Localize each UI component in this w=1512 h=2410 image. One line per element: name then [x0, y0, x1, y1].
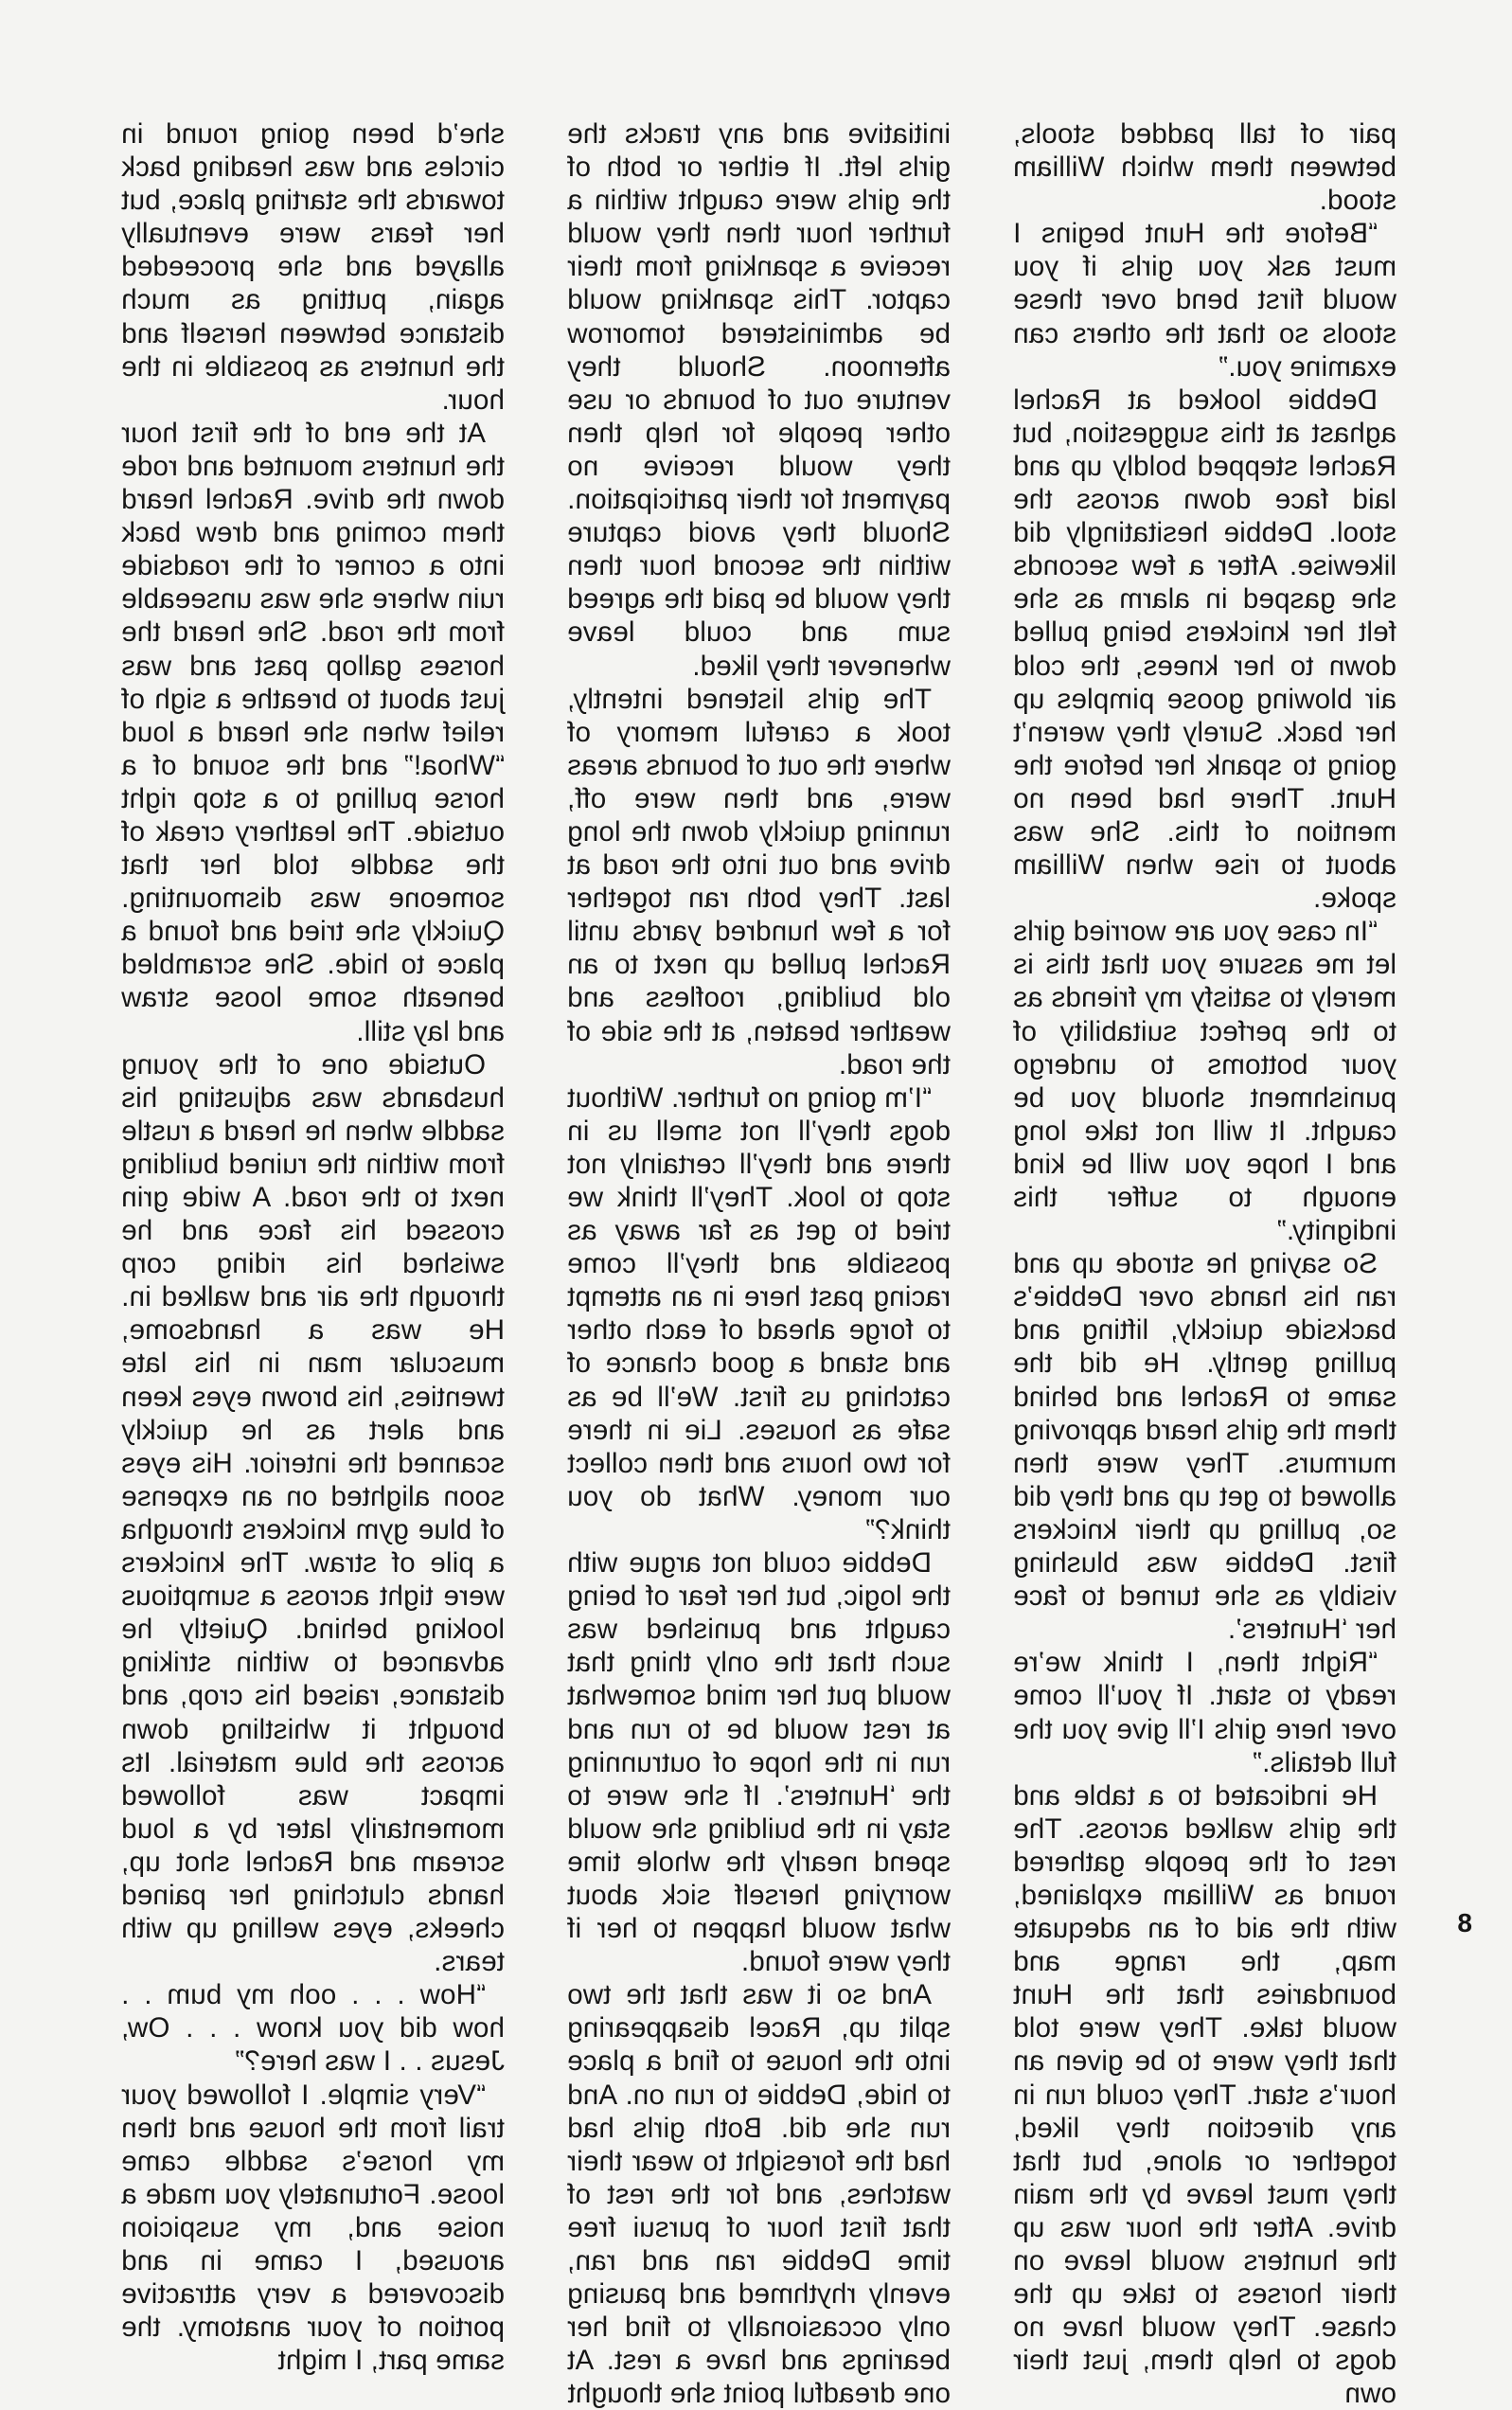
paragraph: Outside one of the young husbands was adjusting his saddle when he heard a rustle from within the ruined building next to the road. A wide grin crossed his face and he swished his riding corp through the air and walked in. He was a handsome, muscular man in his late twenties, his brown eyes keen and alert as he quickly scanned the interior. His eyes soon alighted on an expense of blue gym knickers througha a pile of straw. The knickers were tight across a sumptious looking behind. Quietly he advanced to within striking distance, raised his crop, and brought it whistling down across the blue material. Its impact was followed momentarily later by a loud scream and Rachel shot up, hands clutching her pained cheeks, eyes welling up with tears. [121, 1048, 505, 1978]
paragraph: And so it was that the two split up, Racel disappearing into the house to find a place to hide, Debbie to run on. And run she did. Both girls had had the foresight to wear their watches, and for the rest of that first hour of pursui free time Debbie ran and ran, evenly rhythmed and pausing only occasionally to find her bearings and have a rest. At one dreadful point she thought [567, 1979, 951, 2410]
paragraph: “Very simple. I followed your trail from the house and then my horse’s saddle came loose. Fortunately you made a noise and, my suspicion aroused, I came in and discovered a very attractive portion of your anatomy. the same part, I might [121, 2079, 505, 2377]
paragraph: she’d been going round in circles and was heading back towards the starting place, but her fears were eventually allayed and she proceeded again, putting as much distance between herself and the hunters as possible in the hour. [121, 118, 505, 416]
paragraph: “In case you are worried girls let me assure you that this is merely to satisfy my friends as to the perfect suitability of your bottoms to undergo punishment should you be caught. It will not take long and I hope you will be kind enough to suffer this indignity.” [1013, 916, 1396, 1247]
paragraph: “How . . . ooh my bum . . how did you know . . . Ow, Jesus . . I was here?” [121, 1979, 505, 2078]
text-column-3 [121, 117, 505, 2377]
paragraph: “I’m going no further. Without dogs they’ll not smell us in there and they’ll certainly not stop to look. They’ll think we tried to get as far away as possible and they’ll come racing past here in an attempt to forge ahead of each other and stand a good chance of catching us first. We’ll be as safe as houses. Lie in there for two hours and then collect our money. What do you think?” [567, 1081, 951, 1545]
text-column-2 [567, 117, 951, 2410]
text-column-1 [1013, 117, 1396, 2410]
page-number: 8 [1457, 1908, 1472, 1937]
paragraph: “Right then, I think we’re ready to start. If you’ll come over here girls I’ll give you the full details.” [1013, 1647, 1396, 1778]
paragraph: He indicated to a table and the girls walked across. The rest of the people gathered round as William explained, with the aid of an adequate map, the range and boundaries that the Hunt would take. They were told that they were to be given an hour’s start. They could run in any direction they liked, together or alone, but that they must leave by the main drive. After the hour was up the hunters would leave on their horses to take up the chase. They would have no dogs to help them, just their own [1013, 1779, 1396, 2410]
paragraph: “Before the Hunt begins I must ask you girls if you would first bend over these stools so that the others can examine you.” [1013, 218, 1396, 383]
paragraph: At the end of the first hour the hunters mounted and rode down the drive. Rachel heard them coming and drew back into a corner of the roadside ruin where she was unseeable from the road. She heard the horses gallop past and was just about to breathe a sigh of relief when she heard a loud “Whoa!” and the sound of a horse pulling to a stop right outside. The leathery creak of the saddle told her that someone was dismounting. Quickly she tried and found a place to hide. She scrambled beneath some loose straw and lay still. [121, 417, 505, 1047]
paragraph: pair of tall padded stools, between them which William stood. [1013, 118, 1396, 217]
paragraph: So saying he strode up and ran his hands over Debbie’s backside quickly, lifting and pulling gently. He did the same to Rachel and behind them the girls heard approving murmurs. They were then allowed to get up and they did so, pulling up their knickers first. Debbie was blushing visibly as she turned to face her ‘Hunters’. [1013, 1248, 1396, 1646]
paragraph: Debbie looked at Rachel aghast at this suggestion, but Rachel stepped boldly up and laid face down across the stool. Debbie hesitatingly did likewise. After a few seconds she gasped in alarm as she felt her knickers being pulled down to her knees, the cold air blowing goose pimples up her back. Surely they weren’t going to spank her before the Hunt. There had been no mention of this. She was about to rise when William spoke. [1013, 384, 1396, 915]
paragraph: Debbie could not argue with the logic, but her fear of being caught and punished was such that the only thing that would put her mind somewhat at rest would be to run and run in the hope of outrunning the ‘Hunters’. If she were to stay in the building she would spend nearly the whole time worrying herself sick about what would happen to her if they were found. [567, 1547, 951, 1978]
paragraph: The girls listened intently, took a careful memory of where the out of bounds areas were, and then were off, running quickly down the long drive and out into the road at last. They both ran together for a few hundred yards until Rachel pulled up next to an old building, roofless and weather beaten, at the side of the road. [567, 683, 951, 1080]
paragraph: initiative and any tracks the girls left. If either or both of the girls were caught within a further hour then they would receive a spanking from their captor. This spanking would be administered tomorrow afternoon. Should they venture out of bounds or use other people for help then they would receive no payment for their participation. Should they avoid capture within the second hour then they would be paid the agreed sum and could leave whenever they liked. [567, 118, 951, 682]
